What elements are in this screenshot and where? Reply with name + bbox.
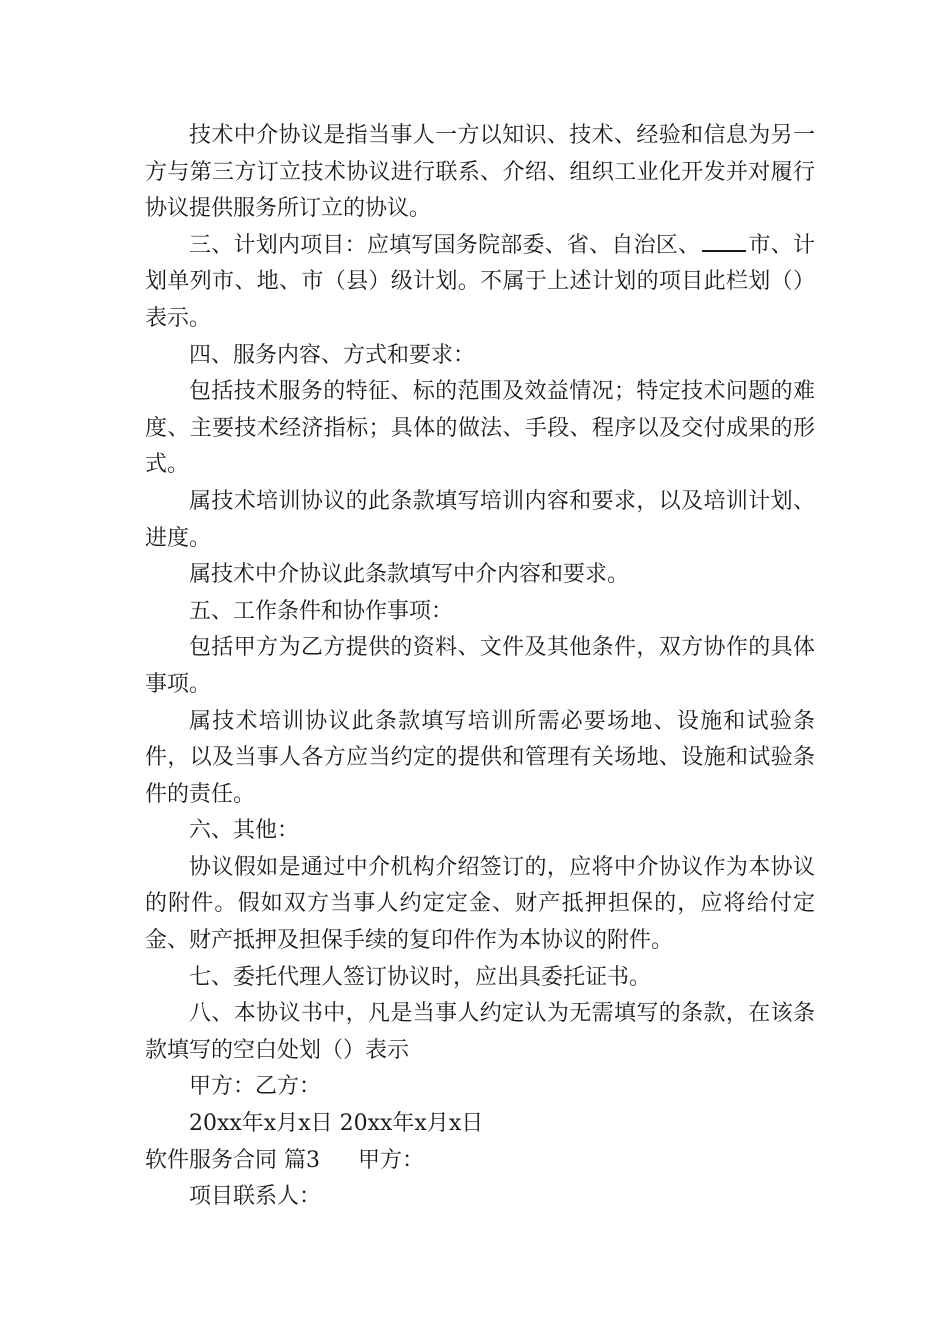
signature-dates-line: 20xx年x月x日 20xx年x月x日: [189, 1111, 484, 1137]
paragraph-service-features: 包括技术服务的特征、标的范围及效益情况；特定技术问题的难度、主要技术经济指标；具体的做法、手段、程序以及交付成果的形式。: [145, 379, 815, 478]
paragraph-blank-clauses: 八、本协议书中，凡是当事人约定认为无需填写的条款，在该条款填写的空白处划（）表示: [145, 1001, 815, 1063]
section-heading-service-content: 四、服务内容、方式和要求：: [189, 342, 476, 368]
party-a-label: 甲方：: [358, 1147, 425, 1173]
document-body: [145, 118, 815, 1216]
fill-in-blank: [702, 232, 746, 252]
contract-title-line: [145, 1143, 815, 1180]
signature-parties-line: 甲方：乙方：: [189, 1074, 322, 1100]
paragraph-training-content: 属技术培训协议的此条款填写培训内容和要求，以及培训计划、进度。: [145, 488, 815, 551]
paragraph-party-a-materials: 包括甲方为乙方提供的资料、文件及其他条件，双方协作的具体事项。: [145, 635, 815, 697]
planned-projects-text-end: 市、计划单列市、地、市（县）级计划。不属于上述计划的项目此栏划（）表示。: [145, 232, 815, 331]
planned-projects-text-start: 三、计划内项目：应填写国务院部委、省、自治区、: [189, 232, 701, 258]
paragraph-intermediary-content: 属技术中介协议此条款填写中介内容和要求。: [189, 562, 630, 588]
contract-title: 软件服务合同 篇3: [145, 1147, 320, 1173]
paragraph-training-facilities: 属技术培训协议此条款填写培训所需必要场地、设施和试验条件，以及当事人各方应当约定的提供和管理有关场地、设施和试验条件的责任。: [145, 708, 815, 807]
paragraph-tech-intermediary-definition: 技术中介协议是指当事人一方以知识、技术、经验和信息为另一方与第三方订立技术协议进行联系、介绍、组织工业化开发并对履行协议提供服务所订立的协议。: [145, 123, 815, 222]
project-contact-line: 项目联系人：: [189, 1184, 322, 1210]
paragraph-attachments: 协议假如是通过中介机构介绍签订的，应将中介协议作为本协议的附件。假如双方当事人约定定金、财产抵押担保的，应将给付定金、财产抵押及担保手续的复印件作为本协议的附件。: [145, 854, 815, 954]
section-heading-work-conditions: 五、工作条件和协作事项：: [189, 598, 454, 624]
paragraph-authorized-agent: 七、委托代理人签订协议时，应出具委托证书。: [189, 964, 652, 990]
section-heading-other: 六、其他：: [189, 818, 300, 844]
paragraph-planned-projects: [145, 228, 815, 338]
